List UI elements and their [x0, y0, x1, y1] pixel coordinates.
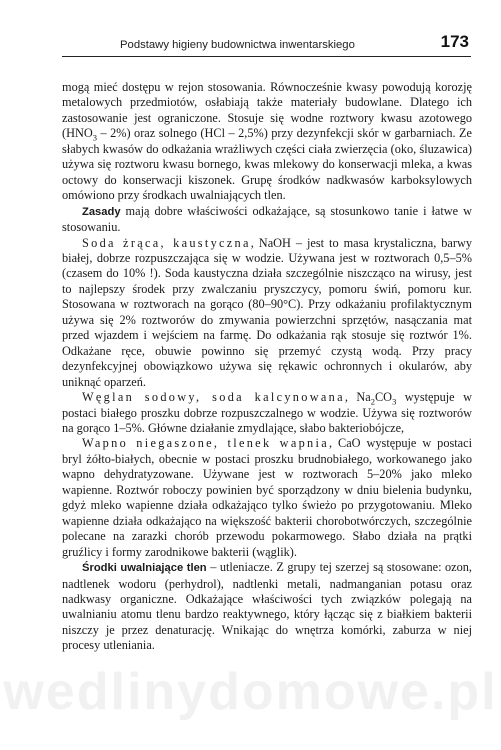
page-header	[62, 30, 471, 57]
paragraph-oxidizers: Środki uwalniające tlen – utleniacze. Z grupy tej szerzej są stosowane: ozon, nadtlenek wodoru (perhydrol), nadtlenki metali, nadmanganian potasu oraz nadkwasy organiczne. Odkażające właściwości tych związków polegają na uwalnianiu atomu tlenu bardzo reaktywnego, który łącząc się z białkiem bakterii niszczy je przez denaturację. Wnikając do wnętrza komórki, zaburza w niej procesy utleniania.	[62, 560, 472, 653]
watermark: wedlinydomowe.pl	[3, 663, 498, 721]
term-zasady: Zasady	[82, 205, 121, 218]
running-title: Podstawy higieny budownictwa inwentarskiego	[120, 39, 355, 51]
paragraph-caustic-soda: Soda żrąca, kaustyczna, NaOH – jest to masa krystaliczna, barwy białej, dobrze rozpuszczająca się w wodzie. Używana jest w roztworach 0,5–5% (czasem do 10% !). Soda kaustyczna działa szczególnie niszcząco na wirusy, jest to najlepszy środek przy zwalczaniu pryszczycy, pomoru świń, pomoru kur. Stosowana w roztworach na gorąco (80–90°C). Przy odkażaniu profilaktycznym używa się 2% roztworów do zmywania powierzchni sprzętów, nasączania mat przed wjazdem i wejściem na farmę. Do odkażania rąk stosuje się roztwór 1%. Odkażane ręce, obuwie powinno się przemyć czystą wodą. Przy pracy dezynfekcyjnej obowiązkowo używa się rękawic ochronnych i okularów, aby uniknąć oparzeń.	[62, 235, 472, 389]
term-soda-zraca: Soda żrąca, kaustyczna	[82, 235, 251, 250]
term-wapno-niegaszone: Wapno niegaszone, tlenek wapnia	[82, 436, 329, 451]
body-text	[62, 80, 472, 654]
paragraph-acids: mogą mieć dostępu w rejon stosowania. Równocześnie kwasy powodują korozję metalowych przedmiotów, osłabiają także materiały budowlane. Dlatego ich zastosowanie jest ograniczone. Stosuje się wodne roztwory kwasu azotowego $(HNO_3 - 2\%)$ oraz solnego (HCl – 2,5%) przy dezynfekcji skór w garbarniach. Ze słabych kwasów do odkażania wrażliwych części ciała zwierzęcia (oko, śluzawica) używa się roztworu kwasu bornego, kwas mlekowy do konserwacji mleka, a kwas octowy do konserwacji kiszonek. Grupę środków nadkwasów karboksylowych omówiono przy środkach uwalniających tlen.	[62, 80, 472, 203]
term-weglan-sodowy: Węglan sodowy, soda kalcynowana	[82, 390, 345, 405]
paragraph-bases: Zasady mają dobre właściwości odkażające, są stosunkowo tanie i łatwe w stosowaniu.	[62, 203, 472, 235]
paragraph-quicklime: Wapno niegaszone, tlenek wapnia, CaO występuje w postaci bryl żółto-białych, obecnie w postaci proszku brudnobiałego, workowanego jako wapno dehydratyzowane. Używane jest w roztworach 5–20% jako mleko wapienne. Roztwór roboczy powinien być sporządzony w dniu bielenia budynku, gdyż mleko wapienne działa odkażająco tylko świeżo po przygotowaniu. Mleko wapienne działa odkażająco na większość bakterii chorobotwórczych, szczególnie polecane na zarazki chorób przewodu pokarmowego. Słabo działa na prątki gruźlicy i formy zarodnikowe bakterii (wąglik).	[62, 436, 472, 559]
term-srodki-uwalniajace-tlen: Środki uwalniające tlen	[82, 562, 207, 575]
paragraph-sodium-carbonate: Węglan sodowy, soda kalcynowana, $Na_2CO_3$ występuje w postaci białego proszku dobrze rozpuszczalnego w wodzie. Używa się roztworów na gorąco 1–5%. Główne działanie zmydlające, słabo bakteriobójcze,	[62, 390, 472, 435]
page-number: 173	[440, 32, 469, 51]
